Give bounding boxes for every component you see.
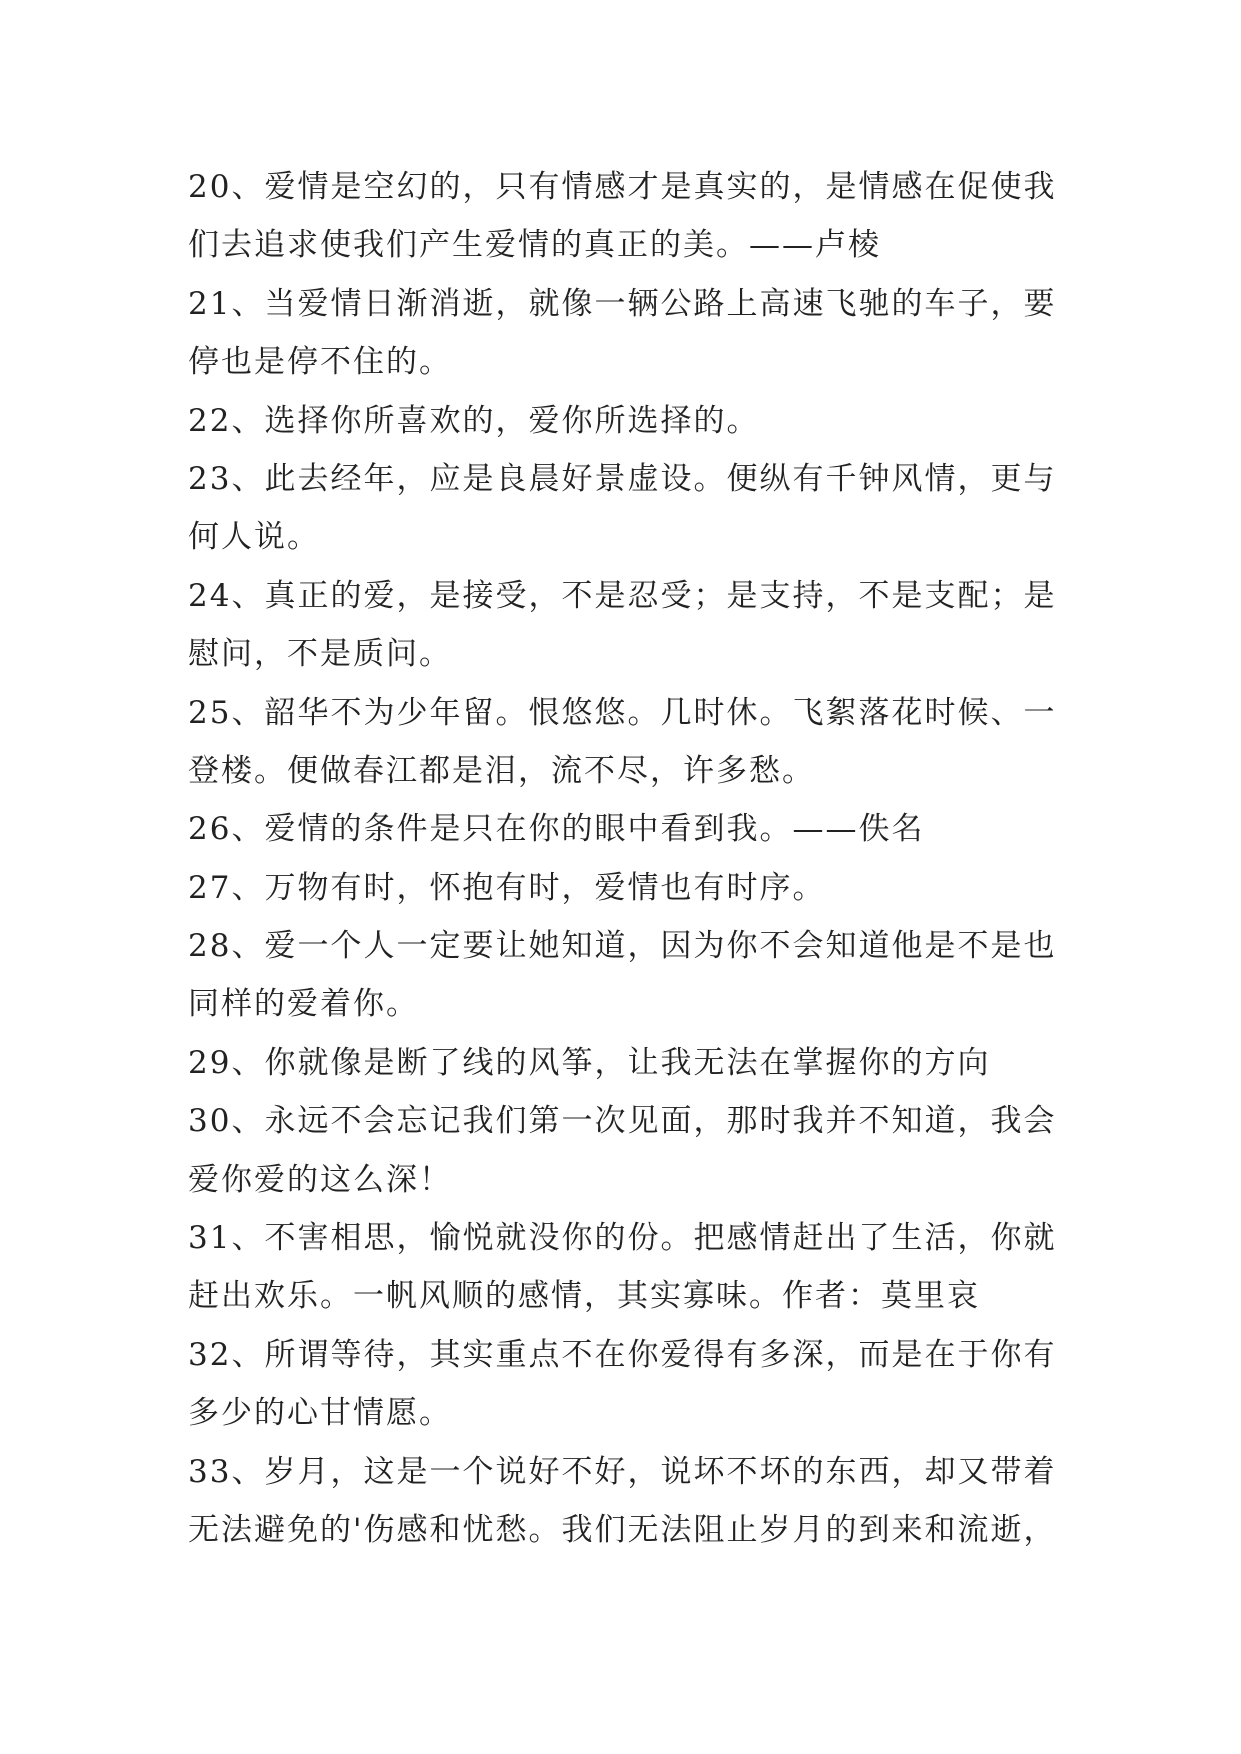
text-line: 同样的爱着你。 [188, 986, 419, 1023]
text-line: 23、此去经年，应是良晨好景虚设。便纵有千钟风情，更与 [188, 460, 1057, 497]
text-line: 27、万物有时，怀抱有时，爱情也有时序。 [188, 869, 826, 906]
text-line: 赶出欢乐。一帆风顺的感情，其实寡味。作者：莫里哀 [188, 1278, 980, 1315]
text-line: 26、爱情的条件是只在你的眼中看到我。——佚名 [188, 811, 925, 848]
text-line: 25、韶华不为少年留。恨悠悠。几时休。飞絮落花时候、一 [188, 694, 1057, 731]
text-line: 停也是停不住的。 [188, 344, 452, 381]
text-line: 33、岁月，这是一个说好不好，说坏不坏的东西，却又带着 [188, 1453, 1057, 1490]
text-line: 20、爱情是空幻的，只有情感才是真实的，是情感在促使我 [188, 169, 1057, 205]
text-line: 21、当爱情日渐消逝，就像一辆公路上高速飞驰的车子，要 [188, 285, 1057, 322]
text-line: 无法避免的'伤感和忧愁。我们无法阻止岁月的到来和流逝， [188, 1511, 1057, 1548]
text-line: 32、所谓等待，其实重点不在你爱得有多深，而是在于你有 [188, 1336, 1057, 1373]
text-line: 22、选择你所喜欢的，爱你所选择的。 [188, 402, 760, 439]
text-line: 何人说。 [188, 519, 320, 556]
text-line: 登楼。便做春江都是泪，流不尽，许多愁。 [188, 752, 815, 789]
text-line: 24、真正的爱，是接受，不是忍受；是支持，不是支配；是 [188, 577, 1057, 614]
text-line: 30、永远不会忘记我们第一次见面，那时我并不知道，我会 [188, 1103, 1057, 1140]
text-line: 爱你爱的这么深！ [188, 1161, 452, 1198]
text-line: 28、爱一个人一定要让她知道，因为你不会知道他是不是也 [188, 928, 1057, 965]
text-line: 们去追求使我们产生爱情的真正的美。——卢棱 [188, 227, 881, 264]
text-line: 29、你就像是断了线的风筝，让我无法在掌握你的方向 [188, 1044, 991, 1081]
text-line: 31、不害相思，愉悦就没你的份。把感情赶出了生活，你就 [188, 1220, 1057, 1257]
text-line: 多少的心甘情愿。 [188, 1395, 452, 1432]
text-line: 慰问，不是质问。 [188, 636, 452, 673]
document-text [188, 158, 1068, 1559]
